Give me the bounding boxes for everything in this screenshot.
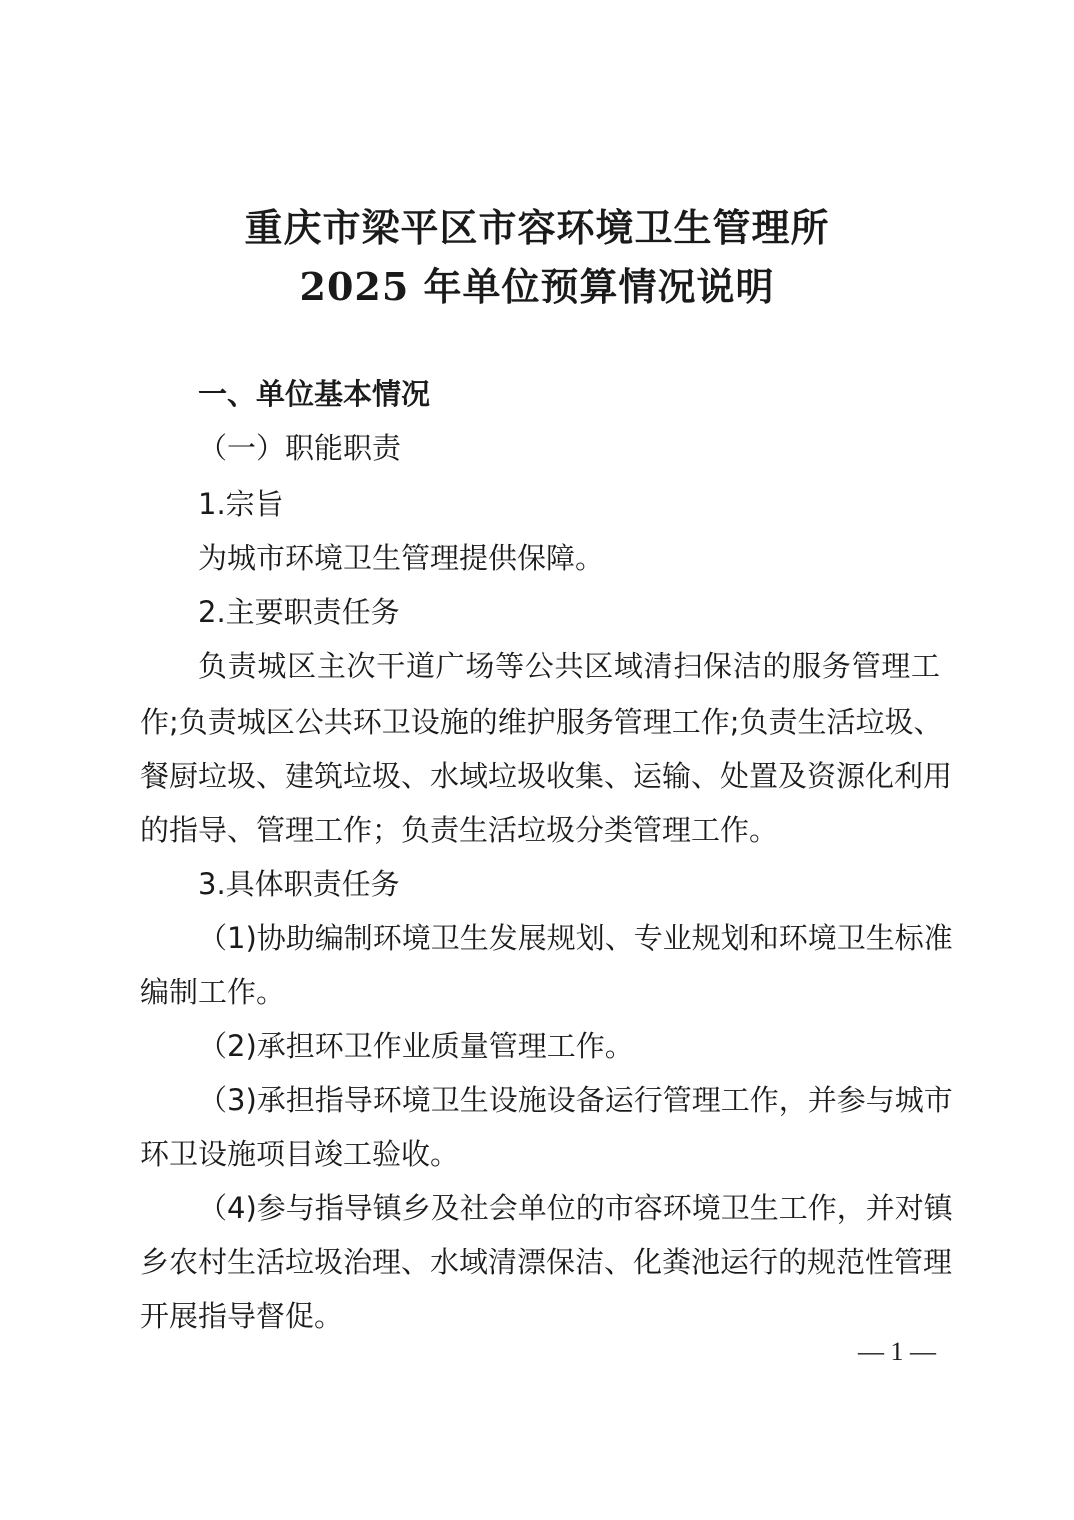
duty-1-line: （1)协助编制环境卫生发展规划、专业规划和环境卫生标准	[198, 921, 953, 955]
duty-4-line: 开展指导督促。	[140, 1299, 344, 1333]
item-heading-main-duties: 2.主要职责任务	[198, 595, 400, 629]
main-duties-line: 作;负责城区公共环卫设施的维护服务管理工作;负责生活垃圾、	[140, 705, 943, 739]
duty-1-line: 编制工作。	[140, 975, 286, 1009]
document-title-line1: 重庆市梁平区市容环境卫生管理所	[244, 205, 830, 250]
page-number: — 1 —	[858, 1337, 936, 1366]
duty-3-line: 环卫设施项目竣工验收。	[140, 1137, 460, 1171]
document-title-line2: 2025 年单位预算情况说明	[299, 264, 775, 309]
main-duties-line: 的指导、管理工作；负责生活垃圾分类管理工作。	[140, 813, 779, 847]
duty-4-line: 乡农村生活垃圾治理、水域清漂保洁、化粪池运行的规范性管理	[140, 1245, 953, 1279]
item-heading-purpose: 1.宗旨	[198, 487, 284, 521]
duty-3-line: （3)承担指导环境卫生设施设备运行管理工作，并参与城市	[198, 1083, 953, 1117]
section-heading-basic-info: 一、单位基本情况	[198, 377, 431, 411]
duty-4-line: （4)参与指导镇乡及社会单位的市容环境卫生工作，并对镇	[198, 1191, 953, 1225]
item-heading-specific-duties: 3.具体职责任务	[198, 867, 400, 901]
duty-2-line: （2)承担环卫作业质量管理工作。	[198, 1029, 634, 1063]
main-duties-line: 餐厨垃圾、建筑垃圾、水域垃圾收集、运输、处置及资源化利用	[140, 759, 953, 793]
purpose-text: 为城市环境卫生管理提供保障。	[198, 541, 605, 575]
main-duties-line: 负责城区主次干道广场等公共区域清扫保洁的服务管理工	[198, 649, 940, 683]
subsection-heading-functions: （一）职能职责	[198, 431, 402, 465]
